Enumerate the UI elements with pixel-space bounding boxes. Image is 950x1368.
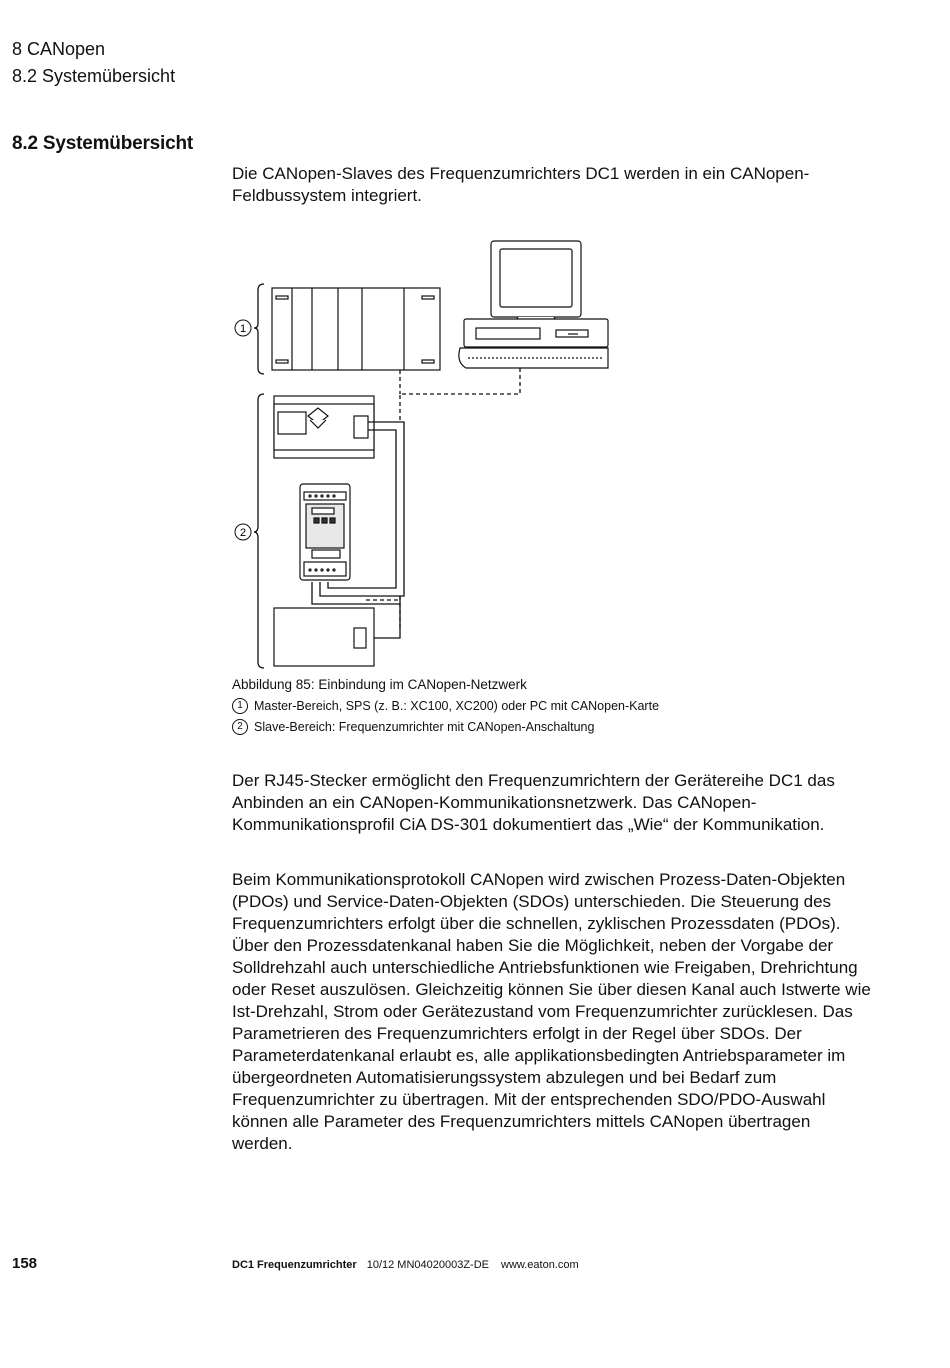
- legend-marker-2: 2: [232, 719, 248, 735]
- legend-text-1: Master-Bereich, SPS (z. B.: XC100, XC200) oder PC mit CANopen-Karte: [254, 699, 660, 713]
- intro-paragraph: Die CANopen-Slaves des Frequenzumrichters DC1 werden in ein CANopen-Feldbussystem integriert.: [232, 164, 810, 205]
- legend-marker-1: 1: [232, 698, 248, 714]
- legend-text-2: Slave-Bereich: Frequenzumrichter mit CANopen-Anschaltung: [254, 720, 595, 734]
- body-paragraph-1: Der RJ45-Stecker ermöglicht den Frequenzumrichtern der Gerätereihe DC1 das Anbinden an ein CANopen-Kommunikationsnetzwerk. Das CANopen-Kommunikationsprofil CiA DS-301 dokumentiert das „Wie“ der Kommunikation.: [232, 771, 835, 834]
- footer-doc-info: [232, 1259, 579, 1271]
- footer-url: www.eaton.com: [501, 1259, 579, 1271]
- footer-doc-meta: 10/12 MN04020003Z-DE: [366, 1259, 489, 1271]
- compact-plc: [274, 396, 374, 458]
- figure-caption: Abbildung 85: Einbindung im CANopen-Netzwerk: [232, 677, 527, 692]
- footer-doc-title: DC1 Frequenzumrichter: [232, 1259, 357, 1271]
- body-paragraph-2: Beim Kommunikationsprotokoll CANopen wird zwischen Prozess-Daten-Objekten (PDOs) und Service-Daten-Objekten (SDOs) unterschieden. Die Steuerung des Frequenzumrichters erfolgt über die schnellen, zyklischen Prozessdaten (PDOs). Über den Prozessdatenkanal haben Sie die Möglichkeit, neben der Vorgabe der Solldrehzahl auch unterschiedliche Antriebsfunktionen wie Freigaben, Drehrichtung oder Reset auszulösen. Gleichzeitig können Sie über diesen Kanal auch Istwerte wie Ist-Drehzahl, Strom oder Gerätezustand vom Frequenzumrichter zurücklesen. Das Parametrieren des Frequenzumrichters erfolgt in der Regel über SDOs. Der Parameterdatenkanal erlaubt es, alle applikationsbedingten Antriebsparameter im übergeordneten Automatisierungssystem abzulegen und bei Bedarf zum Frequenzumrichter zu übertragen. Mit der entsprechenden SDO/PDO-Auswahl können alle Parameter des Frequenzumrichters mittels CANopen übertragen werden.: [232, 870, 871, 1153]
- dc1-frequency-inverter: [300, 484, 350, 580]
- running-header-chapter: 8 CANopen: [12, 39, 106, 59]
- marker-1-label: 1: [239, 323, 247, 335]
- page-number: 158: [12, 1255, 38, 1272]
- canopen-network-figure: [228, 236, 628, 676]
- running-header-section: 8.2 Systemübersicht: [12, 66, 176, 86]
- pc-computer: [459, 241, 608, 368]
- bus-dashed: [366, 368, 520, 628]
- legend-item-2: [232, 719, 594, 735]
- legend-item-1: [232, 698, 659, 714]
- bracket-slave: [254, 394, 264, 668]
- section-title: 8.2 Systemübersicht: [12, 133, 194, 154]
- plc-rack: [272, 288, 440, 370]
- slave-device: [274, 608, 374, 666]
- marker-2-label: 2: [239, 527, 247, 539]
- bracket-master: [254, 284, 264, 374]
